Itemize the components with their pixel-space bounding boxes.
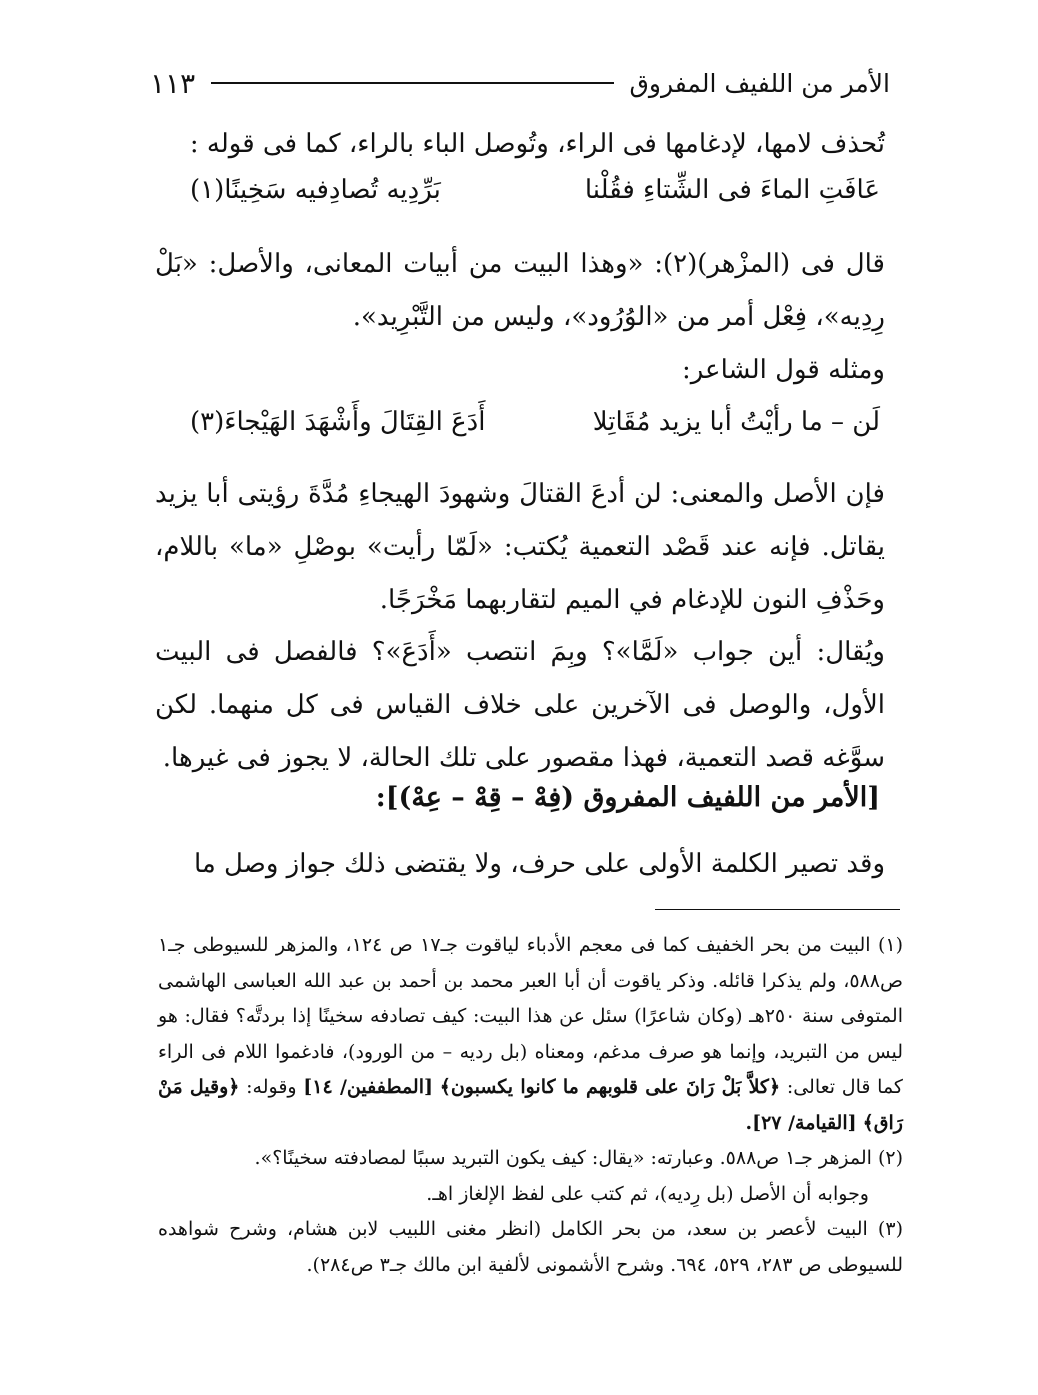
verse-1-second-hemistich: بَرِّدِيه تُصادِفيه سَخِينًا(١) bbox=[190, 175, 441, 205]
verse-1-first-hemistich: عَافَتِ الماءَ فى الشِّتاءِ فقُلْنا bbox=[584, 175, 880, 205]
paragraph-2 bbox=[155, 238, 885, 344]
paragraph-6 bbox=[155, 838, 885, 891]
footnote-1-quran-quote-1: ﴿كلاَّ بَلْ رَانَ على قلوبهم ما كانوا يكسبون﴾ bbox=[439, 1076, 781, 1098]
verse-2-first-hemistich: لَن – ما رأيْتُ أبا يزيد مُقَاتِلا bbox=[592, 407, 880, 437]
footnote-separator bbox=[655, 909, 900, 910]
footnote-1-connector: وقوله: bbox=[246, 1076, 297, 1098]
running-head-rule bbox=[211, 82, 613, 84]
paragraph-5 bbox=[155, 626, 885, 785]
footnote-1-reference-2: [القيامة/ ٢٧]. bbox=[745, 1111, 857, 1134]
footnote-2-continuation: وجوابه أن الأصل (بل رِديه)، ثم كتب على لفظ الإلغاز اهـ. bbox=[426, 1182, 869, 1205]
paragraph-4 bbox=[155, 468, 885, 627]
running-head-title: الأمر من اللفيف المفروق bbox=[629, 68, 890, 98]
running-head bbox=[150, 58, 890, 108]
footnote-2: (٢) المزهر جـ١ ص٥٨٨. وعبارته: «يقال: كيف يكون التبريد سببًا لمصادفته سخينًا؟». bbox=[254, 1147, 903, 1169]
footnote-3: (٣) البيت لأعصر بن سعد، من بحر الكامل (انظر مغنى اللبيب لابن هشام، وشرح شواهده للسيوطى ص ٢٨٣، ٥٢٩، ٦٩٤. وشرح الأشمونى لألفية ابن مالك جـ٣ ص٢٨٤). bbox=[158, 1218, 903, 1276]
paragraph-2-text: قال فى (المزْهر)(٢): «وهذا البيت من أبيات المعانى، والأصل: «بَلْ رِدِيه»، فِعْل أمر من «الوُرُود»، وليس من التَّبْرِيد». bbox=[155, 249, 885, 332]
paragraph-5-text: ويُقال: أين جواب «لَمَّا»؟ وبِمَ انتصب «أَدَعَ»؟ فالفصل فى البيت الأول، والوصل فى الآخرين على خلاف القياس فى كل منهما. لكن سوَّغه قصد التعمية، فهذا مقصور على تلك الحالة، لا يجوز فى غيرها. bbox=[155, 637, 885, 773]
verse-1 bbox=[190, 175, 880, 205]
section-heading: [الأمر من اللفيف المفروق (فِهْ – قِهْ – عِهْ)]: bbox=[375, 782, 880, 813]
paragraph-1-text: تُحذف لامها، لإدغامها فى الراء، وتُوصل الباء بالراء، كما فى قوله : bbox=[189, 129, 885, 159]
paragraph-4-text: فإن الأصل والمعنى: لن أدعَ القتالَ وشهودَ الهيجاءِ مُدَّةَ رؤيتى أبا يزيد يقاتل. فإنه عند قَصْد التعمية يُكتب: «لَمّا رأيت» بوصْلِ «ما» باللام، وحَذْفِ النون للإدغام في الميم لتقاربهما مَخْرَجًا. bbox=[155, 479, 885, 615]
footnotes bbox=[158, 928, 903, 1283]
paragraph-3 bbox=[155, 344, 885, 397]
footnote-1-reference-1: [المطففين/ ١٤] bbox=[303, 1076, 433, 1098]
verse-2 bbox=[190, 407, 880, 437]
paragraph-3-text: ومثله قول الشاعر: bbox=[681, 355, 885, 385]
paragraph-6-text: وقد تصير الكلمة الأولى على حرف، ولا يقتضى ذلك جواز وصل ما bbox=[193, 849, 885, 879]
verse-2-second-hemistich: أَدَعَ القِتَالَ وأَشْهَدَ الهَيْجاءَ(٣) bbox=[190, 407, 486, 437]
footnote-1 bbox=[158, 928, 903, 1141]
paragraph-1 bbox=[155, 118, 885, 171]
footnote-1-quran-quote-2: ﴿وقيل مَنْ رَاق﴾ bbox=[158, 1076, 903, 1134]
page-number: ١١٣ bbox=[150, 66, 196, 100]
footnote-1-text: (١) البيت من بحر الخفيف كما فى معجم الأدباء لياقوت جـ١٧ ص ١٢٤، والمزهر للسيوطى جـ١ ص٥٨٨، ولم يذكرا قائله. وذكر ياقوت أن أبا العبر محمد بن أحمد بن عبد الله العباسى الهاشمى المتوفى سنة ٢٥٠هـ (وكان شاعرًا) سئل عن هذا البيت: كيف تصادفه سخينًا إذا بردتَّه؟ فقال: هو ليس من التبريد، وإنما هو صرف مدغم، ومعناه (بل رديه – من الورود)، فادغموا اللام فى الراء كما قال تعالى: bbox=[158, 934, 903, 1098]
